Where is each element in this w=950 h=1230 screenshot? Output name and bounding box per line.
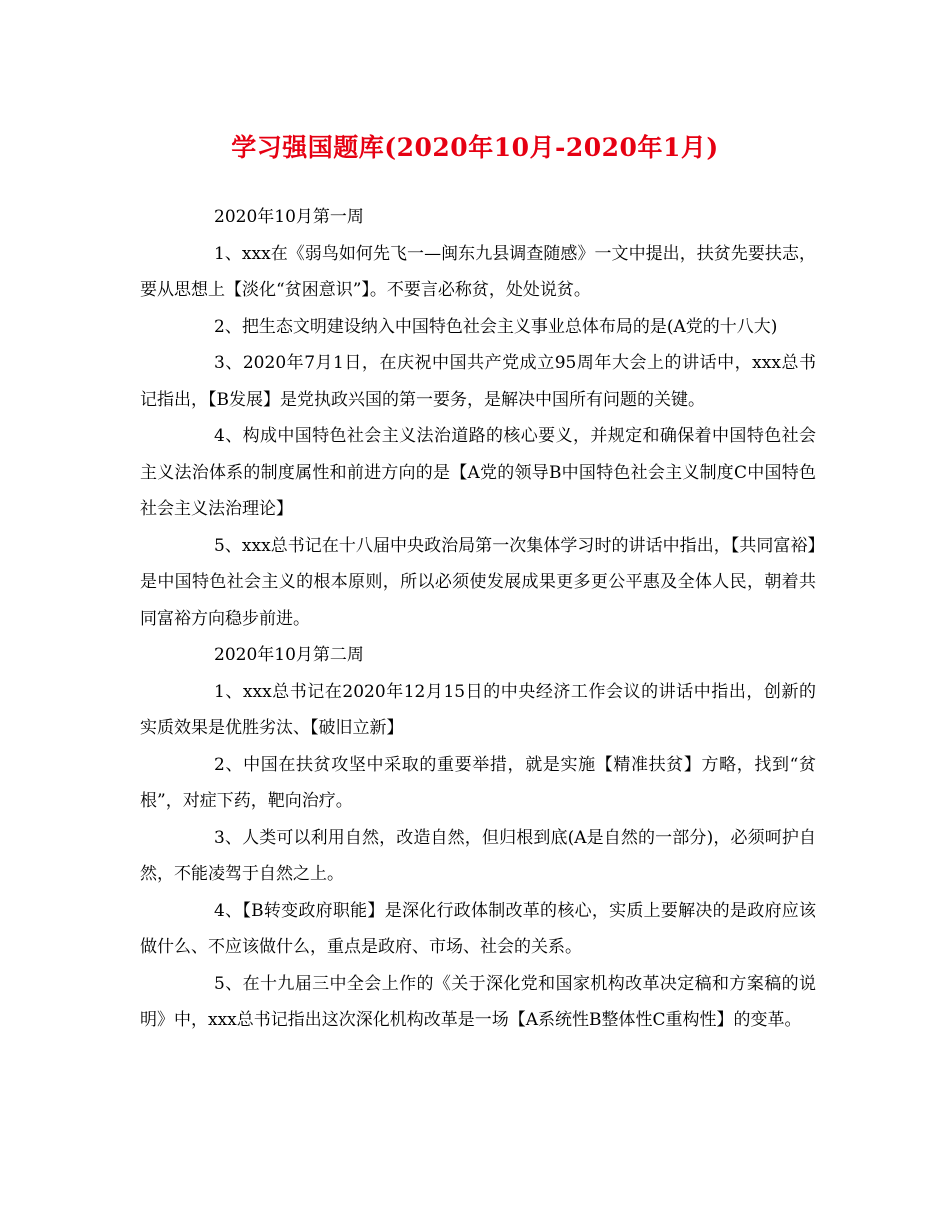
question-paragraph: 3、人类可以利用自然，改造自然，但归根到底(A是自然的一部分)，必须呵护自然，不能凌驾于自然之上。 — [140, 827, 816, 884]
document-title: 学习强国题库(2020年10月-2020年1月) — [231, 133, 719, 162]
question-paragraph: 5、在十九届三中全会上作的《关于深化党和国家机构改革决定稿和方案稿的说明》中，xxx总书记指出这次深化机构改革是一场【A系统性B整体性C重构性】的变革。 — [140, 973, 816, 1030]
question-paragraph: 1、xxx总书记在2020年12月15日的中央经济工作会议的讲话中指出，创新的实质效果是优胜劣汰、【破旧立新】 — [140, 681, 816, 738]
question-paragraph: 5、xxx总书记在十八届中央政治局第一次集体学习时的讲话中指出，【共同富裕】是中国特色社会主义的根本原则，所以必须使发展成果更多更公平惠及全体人民，朝着共同富裕方向稳步前进。 — [140, 535, 816, 629]
question-paragraph: 4、【B转变政府职能】是深化行政体制改革的核心，实质上要解决的是政府应该做什么、不应该做什么，重点是政府、市场、社会的关系。 — [140, 900, 816, 957]
section-heading-week-1: 2020年10月第一周 — [214, 207, 364, 227]
question-paragraph: 3、2020年7月1日，在庆祝中国共产党成立95周年大会上的讲话中，xxx总书记指出，【B发展】是党执政兴国的第一要务，是解决中国所有问题的关键。 — [140, 353, 816, 410]
question-paragraph: 1、xxx在《弱鸟如何先飞一—闽东九县调查随感》一文中提出，扶贫先要扶志，要从思想上【淡化“贫困意识”】。不要言必称贫，处处说贫。 — [140, 243, 816, 300]
section-heading-week-2: 2020年10月第二周 — [214, 645, 364, 665]
question-paragraph: 4、构成中国特色社会主义法治道路的核心要义，并规定和确保着中国特色社会主义法治体系的制度属性和前进方向的是【A党的领导B中国特色社会主义制度C中国特色社会主义法治理论】 — [140, 426, 816, 519]
question-paragraph: 2、中国在扶贫攻坚中采取的重要举措，就是实施【精准扶贫】方略，找到“贫根”，对症下药，靶向治疗。 — [140, 754, 816, 811]
document-body — [140, 199, 816, 1039]
question-paragraph: 2、把生态文明建设纳入中国特色社会主义事业总体布局的是(A党的十八大) — [214, 316, 778, 337]
